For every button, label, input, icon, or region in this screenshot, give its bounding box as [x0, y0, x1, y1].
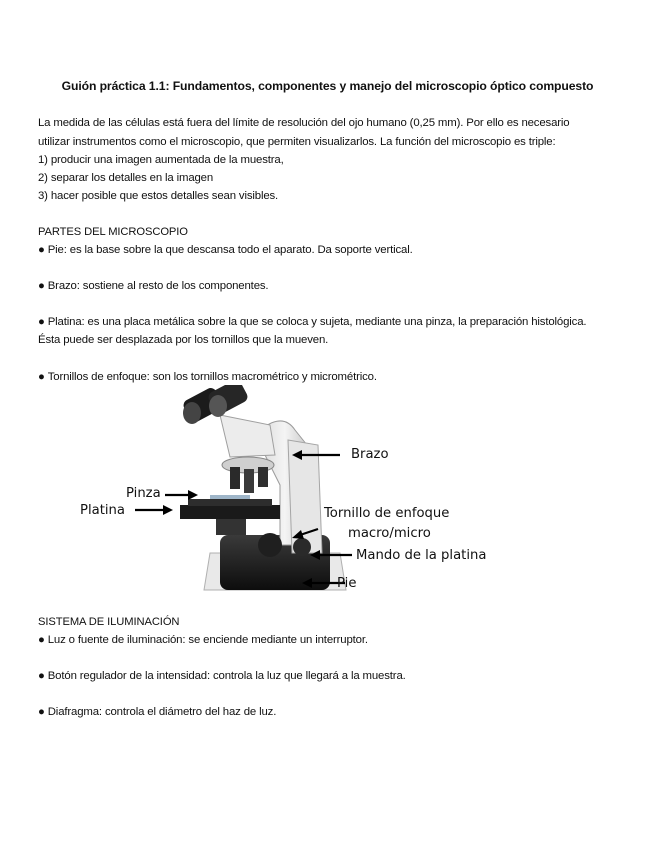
part-platina — [38, 316, 586, 328]
bullet-icon: ● — [38, 316, 45, 328]
label-pie: Pie — [337, 576, 357, 591]
label-pinza: Pinza — [126, 486, 161, 501]
bullet-icon: ● — [38, 670, 45, 682]
page-title: Guión práctica 1.1: Fundamentos, componentes y manejo del microscopio óptico compuesto — [61, 79, 594, 93]
part-platina-text: Platina: es una placa metálica sobre la que se coloca y sujeta, mediante una pinza, la preparación histológica. — [47, 316, 587, 328]
illumination-heading: SISTEMA DE ILUMINACIÓN — [38, 616, 180, 628]
intro-item-1: 1) producir una imagen aumentada de la muestra, — [38, 154, 284, 166]
label-tornillo-2: macro/micro — [348, 526, 431, 541]
illum-diafragma — [38, 706, 276, 718]
bullet-icon: ● — [38, 371, 45, 383]
intro-line-1: La medida de las células está fuera del límite de resolución del ojo humano (0,25 mm). Por ello es necesario — [38, 117, 570, 129]
bullet-icon: ● — [38, 706, 45, 718]
illum-diafragma-text: Diafragma: controla el diámetro del haz de luz. — [47, 706, 277, 718]
bullet-icon: ● — [38, 280, 45, 292]
microscope-icon — [180, 385, 346, 590]
part-pie — [38, 244, 413, 256]
label-tornillo-1: Tornillo de enfoque — [324, 506, 450, 521]
label-platina: Platina — [80, 503, 125, 518]
intro-line-2: utilizar instrumentos como el microscopio, que permiten visualizarlos. La función del microscopio es triple: — [38, 136, 556, 148]
illum-luz — [38, 634, 368, 646]
part-tornillos-text: Tornillos de enfoque: son los tornillos macrométrico y micrométrico. — [47, 371, 377, 383]
illum-luz-text: Luz o fuente de iluminación: se enciende mediante un interruptor. — [47, 634, 368, 646]
parts-heading: PARTES DEL MICROSCOPIO — [38, 226, 188, 238]
label-brazo: Brazo — [351, 447, 389, 462]
illum-boton — [38, 670, 406, 682]
part-pie-text: Pie: es la base sobre la que descansa todo el aparato. Da soporte vertical. — [47, 244, 413, 256]
part-brazo-text: Brazo: sostiene al resto de los componentes. — [47, 280, 269, 292]
intro-item-3: 3) hacer posible que estos detalles sean visibles. — [38, 190, 279, 202]
illum-boton-text: Botón regulador de la intensidad: controla la luz que llegará a la muestra. — [47, 670, 406, 682]
part-tornillos — [38, 371, 377, 383]
intro-item-2: 2) separar los detalles en la imagen — [38, 172, 214, 184]
part-platina-cont: Ésta puede ser desplazada por los tornillos que la mueven. — [38, 334, 329, 346]
label-mando: Mando de la platina — [356, 548, 487, 563]
bullet-icon: ● — [38, 244, 45, 256]
part-brazo — [38, 280, 268, 292]
bullet-icon: ● — [38, 634, 45, 646]
